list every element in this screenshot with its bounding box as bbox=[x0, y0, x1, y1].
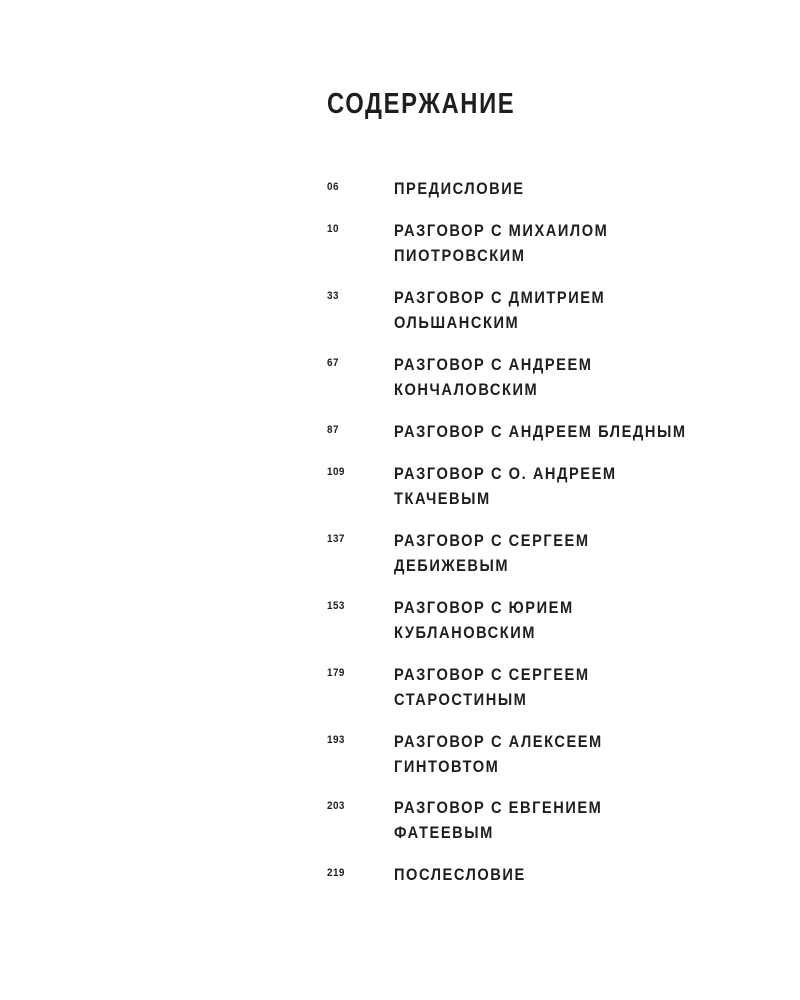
toc-entry-title bbox=[394, 595, 574, 645]
toc-entry-title-line: РАЗГОВОР С МИХАИЛОМ bbox=[394, 221, 609, 240]
toc-page-number: 109 bbox=[327, 466, 345, 478]
toc-page-number: 219 bbox=[327, 867, 345, 879]
toc-page-number: 193 bbox=[327, 734, 345, 746]
toc-page-number: 33 bbox=[327, 290, 339, 302]
toc-entry-title-line: ПИОТРОВСКИМ bbox=[394, 246, 526, 265]
toc-entry-title bbox=[394, 285, 605, 335]
toc-entry-title-line: РАЗГОВОР С ЮРИЕМ bbox=[394, 598, 574, 617]
toc-entry-title-line: СТАРОСТИНЫМ bbox=[394, 690, 528, 709]
toc-page-number: 179 bbox=[327, 667, 345, 679]
toc-entry-title bbox=[394, 176, 525, 201]
toc-entry-title-line: КОНЧАЛОВСКИМ bbox=[394, 380, 539, 399]
toc-page-number: 10 bbox=[327, 223, 339, 235]
toc-entry-title bbox=[394, 729, 603, 779]
toc-entry-title bbox=[394, 528, 590, 578]
toc-entry-title-line: РАЗГОВОР С СЕРГЕЕМ bbox=[394, 665, 590, 684]
toc-entry-title-line: РАЗГОВОР С ДМИТРИЕМ bbox=[394, 288, 606, 307]
toc-entry-title-line: ГИНТОВТОМ bbox=[394, 757, 500, 776]
page-title: СОДЕРЖАНИЕ bbox=[327, 88, 516, 120]
toc-page-number: 87 bbox=[327, 424, 339, 436]
toc-entry-title-line: ОЛЬШАНСКИМ bbox=[394, 313, 520, 332]
toc-entry-title-line: ТКАЧЕВЫМ bbox=[394, 489, 491, 508]
toc-entry-title bbox=[394, 419, 687, 444]
toc-page-number: 67 bbox=[327, 357, 339, 369]
toc-page-number: 137 bbox=[327, 533, 345, 545]
toc-entry-title-line: РАЗГОВОР С АЛЕКСЕЕМ bbox=[394, 732, 603, 751]
toc-entry-title bbox=[394, 218, 608, 268]
toc-entry-title-line: ПРЕДИСЛОВИЕ bbox=[394, 179, 525, 198]
toc-page-number: 06 bbox=[327, 181, 339, 193]
toc-entry-title-line: РАЗГОВОР С СЕРГЕЕМ bbox=[394, 531, 590, 550]
toc-entry-title bbox=[394, 461, 617, 511]
toc-page-number: 153 bbox=[327, 600, 345, 612]
toc-entry-title bbox=[394, 795, 602, 845]
toc-entry-title-line: ДЕБИЖЕВЫМ bbox=[394, 556, 510, 575]
toc-page-number: 203 bbox=[327, 800, 345, 812]
toc-entry-title-line: РАЗГОВОР С ЕВГЕНИЕМ bbox=[394, 798, 603, 817]
toc-entry-title-line: КУБЛАНОВСКИМ bbox=[394, 623, 537, 642]
toc-entry-title-line: РАЗГОВОР С АНДРЕЕМ БЛЕДНЫМ bbox=[394, 422, 687, 441]
toc-entry-title-line: РАЗГОВОР С АНДРЕЕМ bbox=[394, 355, 593, 374]
toc-entry-title bbox=[394, 662, 590, 712]
toc-entry-title-line: РАЗГОВОР С О. АНДРЕЕМ bbox=[394, 464, 617, 483]
toc-entry-title-line: ПОСЛЕСЛОВИЕ bbox=[394, 865, 526, 884]
toc-entry-title bbox=[394, 352, 592, 402]
toc-entry-title-line: ФАТЕЕВЫМ bbox=[394, 823, 494, 842]
toc-entry-title bbox=[394, 862, 526, 887]
